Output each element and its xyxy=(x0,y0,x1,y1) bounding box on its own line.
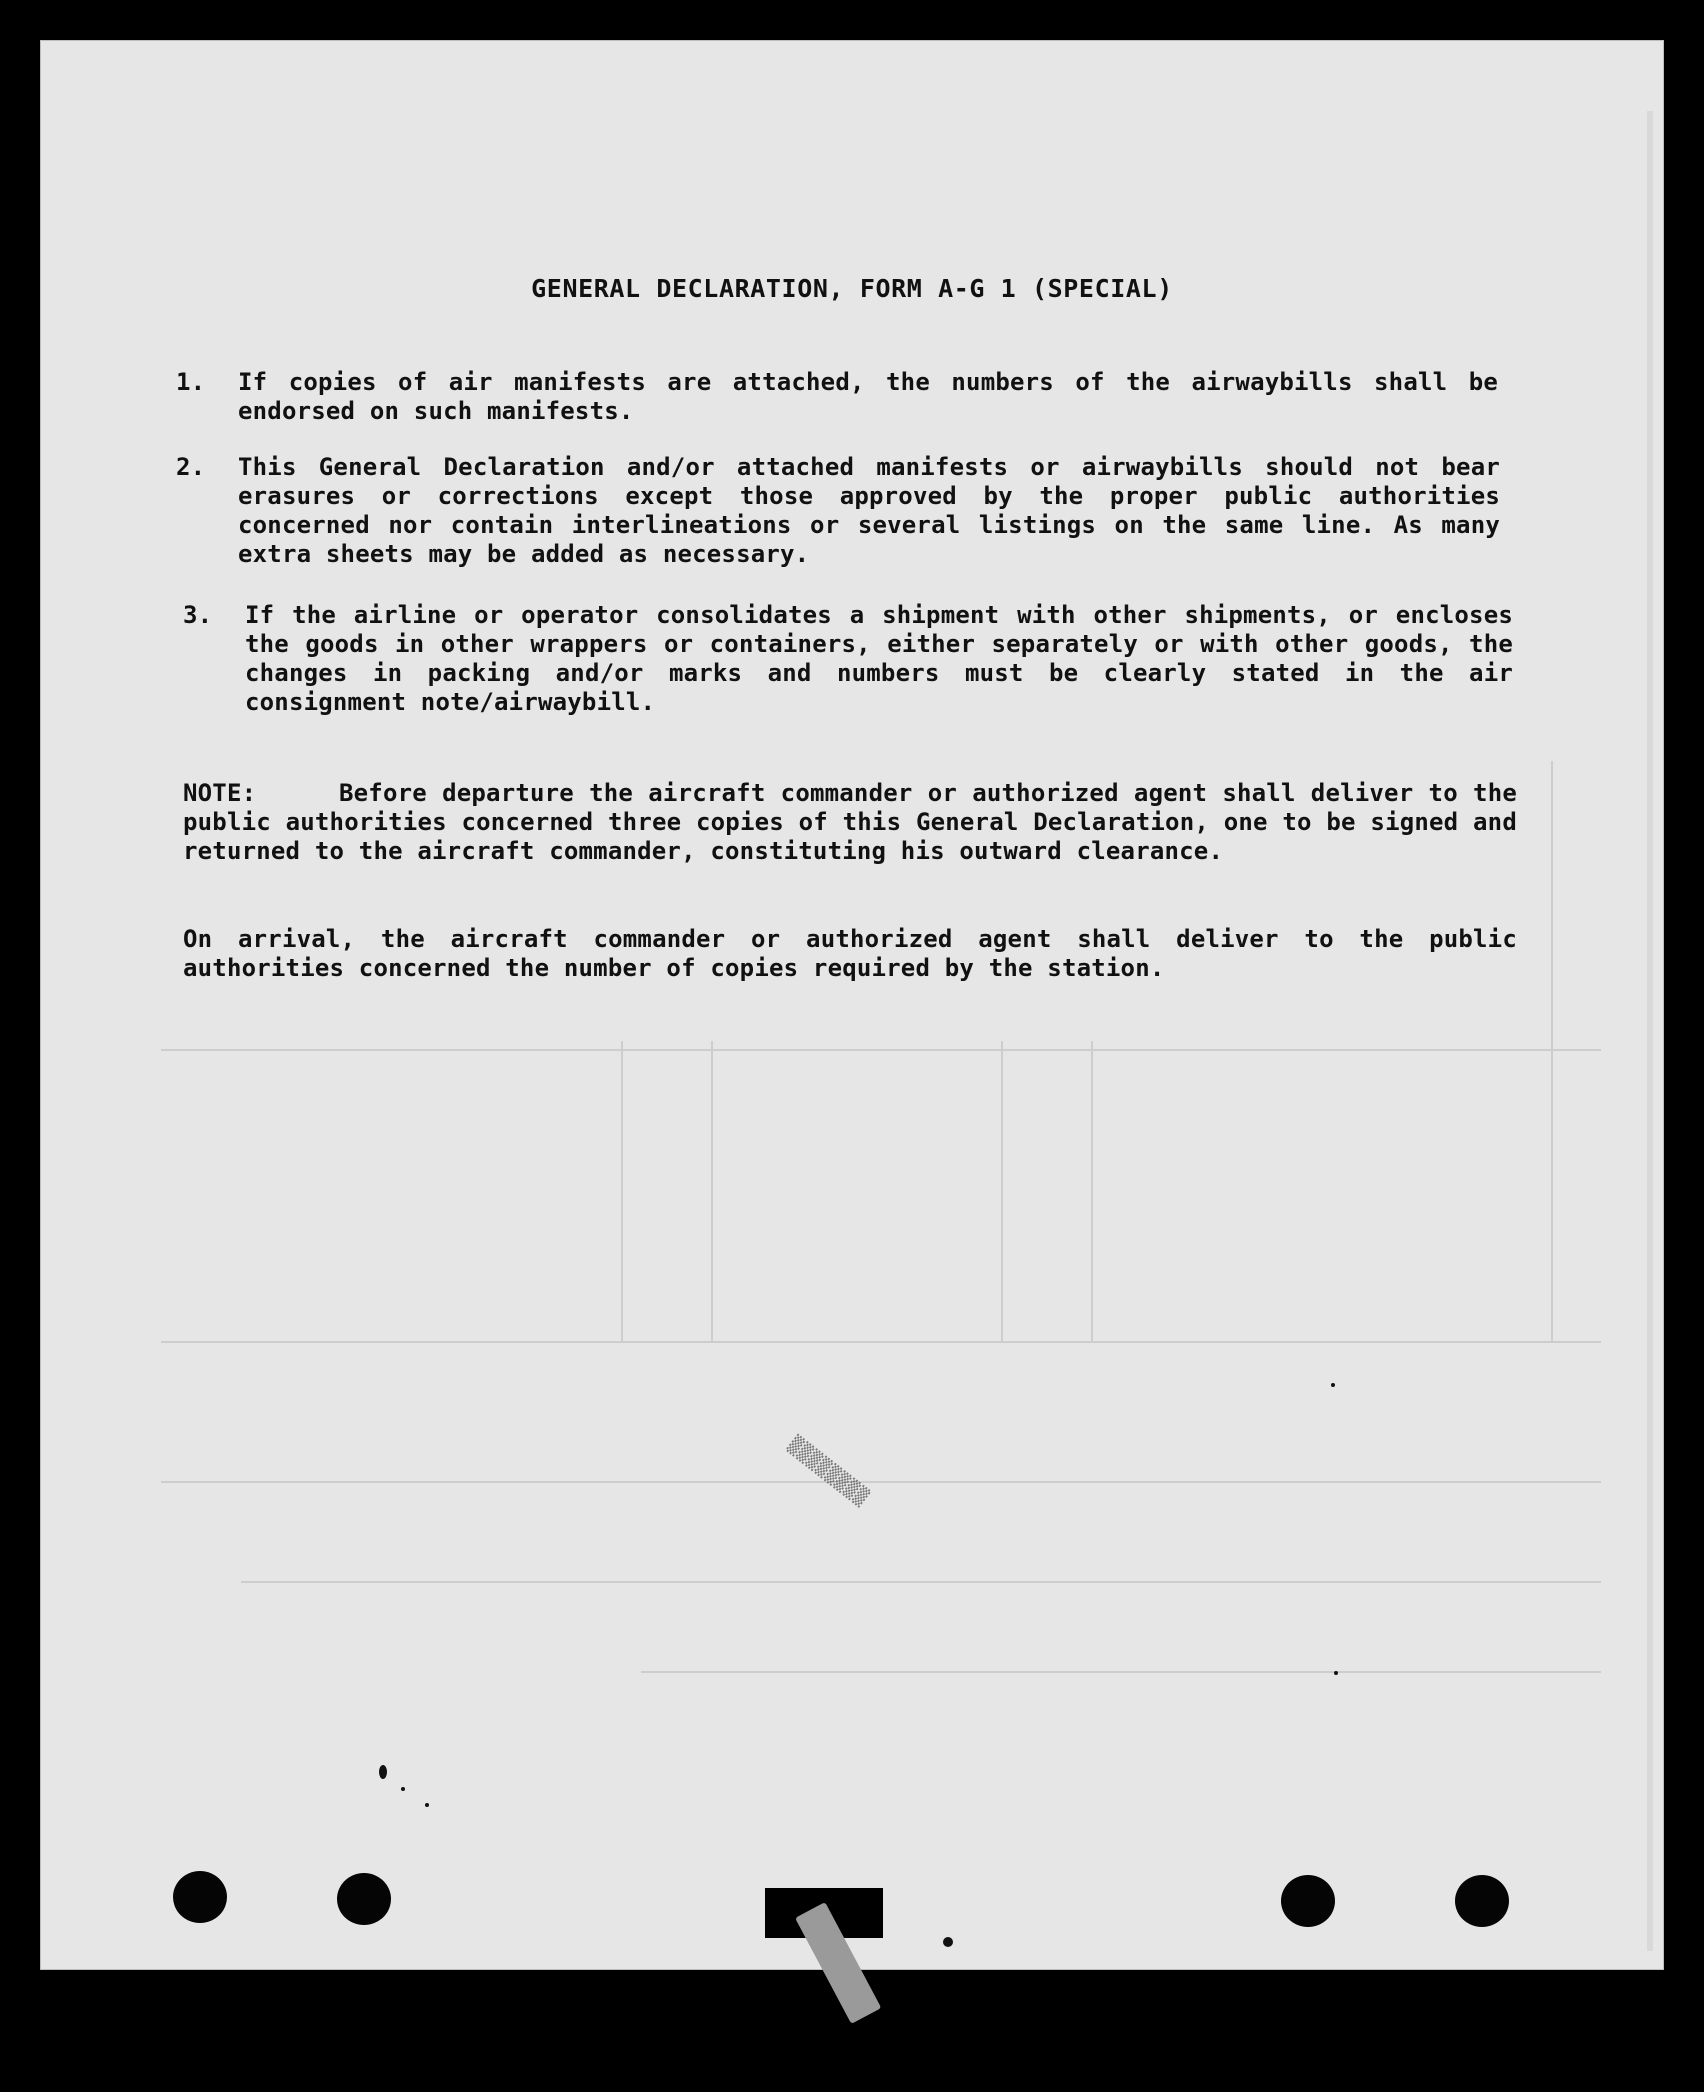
instruction-item xyxy=(176,368,1506,426)
instruction-item xyxy=(183,601,1518,717)
punch-hole xyxy=(1281,1875,1335,1927)
instruction-item xyxy=(176,453,1506,569)
ink-speck xyxy=(425,1803,429,1807)
ink-speck xyxy=(379,1765,387,1779)
faint-stamp-mark: ▒▒▒▒▒▒▒▒ xyxy=(784,1434,873,1509)
ink-speck xyxy=(401,1787,405,1791)
item-number: 2. xyxy=(176,453,206,481)
punch-hole xyxy=(173,1871,227,1923)
document-body xyxy=(41,41,1663,1969)
item-number: 3. xyxy=(183,601,213,629)
ink-speck xyxy=(943,1937,953,1947)
punch-hole xyxy=(337,1873,391,1925)
arrival-paragraph: On arrival, the aircraft commander or authorized agent shall deliver to the public authorities concerned the number of copies required by the station. xyxy=(183,925,1517,982)
ink-speck xyxy=(1334,1671,1338,1675)
item-text: If copies of air manifests are attached, the numbers of the airwaybills shall be endorsed on such manifests. xyxy=(238,368,1498,425)
punch-hole xyxy=(1455,1875,1509,1927)
document-title: GENERAL DECLARATION, FORM A-G 1 (SPECIAL) xyxy=(531,274,1173,303)
ink-speck xyxy=(1331,1383,1335,1387)
note-paragraph xyxy=(183,779,1517,866)
paper-sheet xyxy=(40,40,1664,1970)
item-text: If the airline or operator consolidates a shipment with other shipments, or encloses the goods in other wrappers or containers, either separately or with other goods, the changes in packing and/or marks and numbers must be clearly stated in the air consignment note/airwaybill. xyxy=(245,601,1513,716)
item-text: This General Declaration and/or attached manifests or airwaybills should not bear erasures or corrections except those approved by the proper public authorities concerned nor contain interlineations or several listings on the same line. As many extra sheets may be added as necessary. xyxy=(238,453,1500,568)
note-label: NOTE: xyxy=(183,779,257,807)
item-number: 1. xyxy=(176,368,206,396)
note-text: Before departure the aircraft commander or authorized agent shall deliver to the public authorities concerned three copies of this General Declaration, one to be signed and returned to the aircraft commander, constituting his outward clearance. xyxy=(183,779,1517,865)
